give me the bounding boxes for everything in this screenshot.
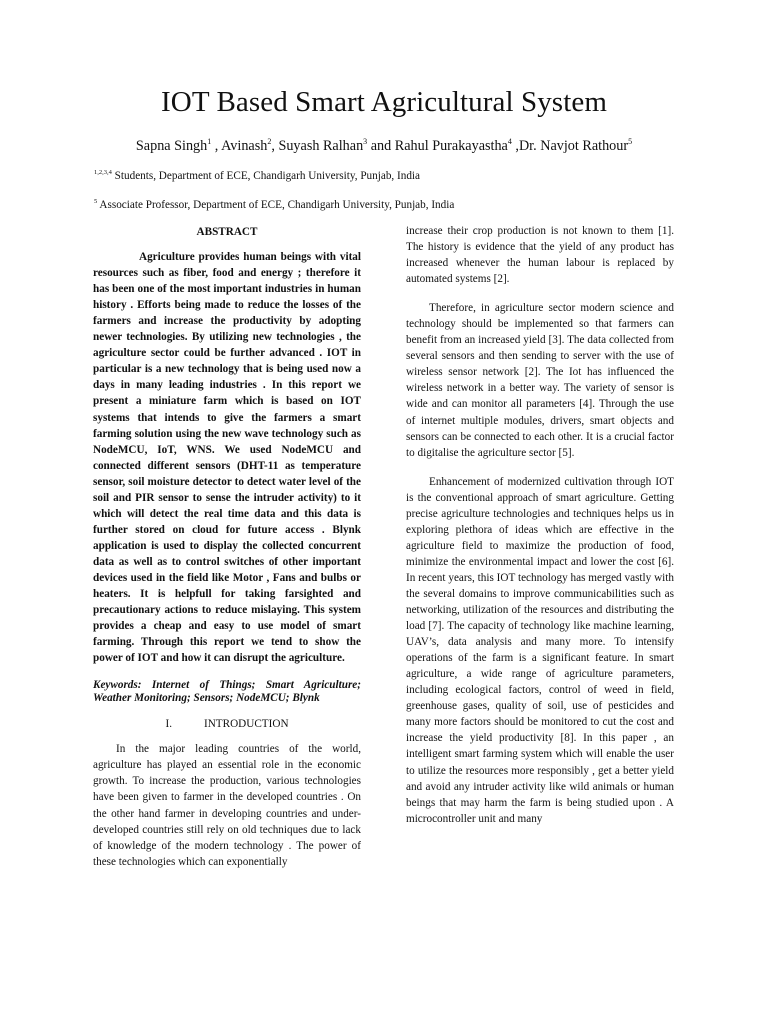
section-number: I. [165, 718, 172, 731]
keywords: Keywords: Internet of Things; Smart Agriculture; Weather Monitoring; Sensors; NodeMCU; Blynk [93, 679, 361, 705]
intro-paragraph-2: increase their crop production is not known to them [1]. The history is evidence that the yield of any product has increased whenever the human labour is replaced by automated systems [2]. [406, 225, 674, 286]
paper-title: IOT Based Smart Agricultural System [161, 86, 607, 118]
author-separator: , [211, 138, 222, 154]
section-heading-introduction [93, 716, 361, 732]
affiliation-text: Associate Professor, Department of ECE, Chandigarh University, Punjab, India [97, 199, 455, 211]
author-name: Rahul Purakayastha [394, 138, 508, 154]
abstract-text: Agriculture provides human beings with vital resources such as fiber, food and energy ; therefore it has been one of the most important industries in human history . Efforts being made to reduce the losses of the farmers and increase the productivity by adopting newer technologies. By utilizing new technologies , the agriculture sector could be further advanced . IOT in particular is a new technology that is being used now a days in many leading industries . In this report we present a miniature farm which is based on IOT systems that intends to give the farmers a smart farming solution using the new wave technology such as NodeMCU, IoT, WNS. We used NodeMCU and connected different sensors (DHT-11 as temperature sensor, soil moisture detector to detect water level of the soil and PIR sensor to sense the intruder activity) to it which will detect the real time data and this data is further stored on cloud for future access . Blynk application is used to display the collected concurrent data as well as to control switches of other important devices used in the field like Motor , Fans and bulbs or heaters. It is helpfull for taking farsighted and precautionary actions to reduce mislaying. This system provides a cheap and easy to use model of smart farming. Through this report we tend to show the power of IOT and how it can disrupt the agriculture. [93, 251, 361, 665]
author-name: Suyash Ralhan [278, 138, 364, 154]
intro-paragraph-1: In the major leading countries of the world, agriculture has played an essential role in the economic growth. To increase the production, various technologies have been given to farmer in the developed countries . On the other hand farmer in developing countries and under-developed countries still rely on old techniques due to lack of knowledge of the modern technology . The power of these technologies which can exponentially [93, 743, 361, 868]
author-separator: , [271, 138, 279, 154]
author-affiliation-mark: 3 [363, 137, 368, 146]
author-name: Dr. Navjot Rathour [518, 138, 629, 154]
author-list [0, 137, 768, 155]
author-separator: and [367, 138, 395, 154]
intro-paragraph-3: Therefore, in agriculture sector modern science and technology should be implemented so that farmers can benefit from an increased yield [3]. The data collected from several sensors and then sending to server with the use of wireless sensor network [2]. The Iot has influenced the wireless network in a better way. The variety of sensor is wide and can monitor all parameters [4]. Through the use of internet multiple modules, drivers, smart objects and sensors can be connected to each other. It is a crucial factor to digitalise the agriculture sector [5]. [406, 302, 674, 459]
author-affiliation-mark: 1 [207, 137, 212, 146]
abstract-heading: ABSTRACT [196, 226, 258, 238]
author-name: Avinash [221, 138, 268, 154]
affiliation-text: Students, Department of ECE, Chandigarh University, Punjab, India [111, 170, 420, 182]
left-column [93, 224, 361, 870]
affiliation-mark: 5 [94, 198, 98, 205]
author-affiliation-mark: 4 [507, 137, 512, 146]
intro-paragraph-4: Enhancement of modernized cultivation through IOT is the conventional approach of smart agriculture. Getting precise agriculture technologies and techniques helps us in exploring plethora of ideas which are effective in the agriculture field to maximize the production of food, minimize the environmental impact and lower the cost [6]. In recent years, this IOT technology has merged vastly with the several domains to improve communicabilities such as networking, utilization of the resources and distributing the load [7]. The capacity of technology like machine learning, UAV’s, data analysis and many more. To intensify operations of the farm is a significant feature. In smart agriculture, a wide range of agriculture parameters, including ecological factors, control of weed in field, greenhouse gases, quality of soil, use of pesticides and many more factors should be monitored to cut the cost and increase the yield productivity [8]. In this paper , an intelligent smart farming system which will enable the user to utilize the resources more responsibly , get a better yield and avoid any intruder activity like wild animals or human beings that may harm the farm is being studied upon . A microcontroller unit and many [406, 475, 674, 825]
right-column [406, 223, 674, 827]
affiliation-mark: 1,2,3,4 [94, 169, 112, 176]
author-affiliation-mark: 2 [267, 137, 272, 146]
author-separator: , [511, 138, 519, 154]
affiliation-students [94, 169, 420, 182]
author-affiliation-mark: 5 [628, 137, 633, 146]
section-title: INTRODUCTION [204, 718, 289, 731]
author-name: Sapna Singh [135, 138, 208, 154]
affiliation-professor [94, 198, 454, 211]
